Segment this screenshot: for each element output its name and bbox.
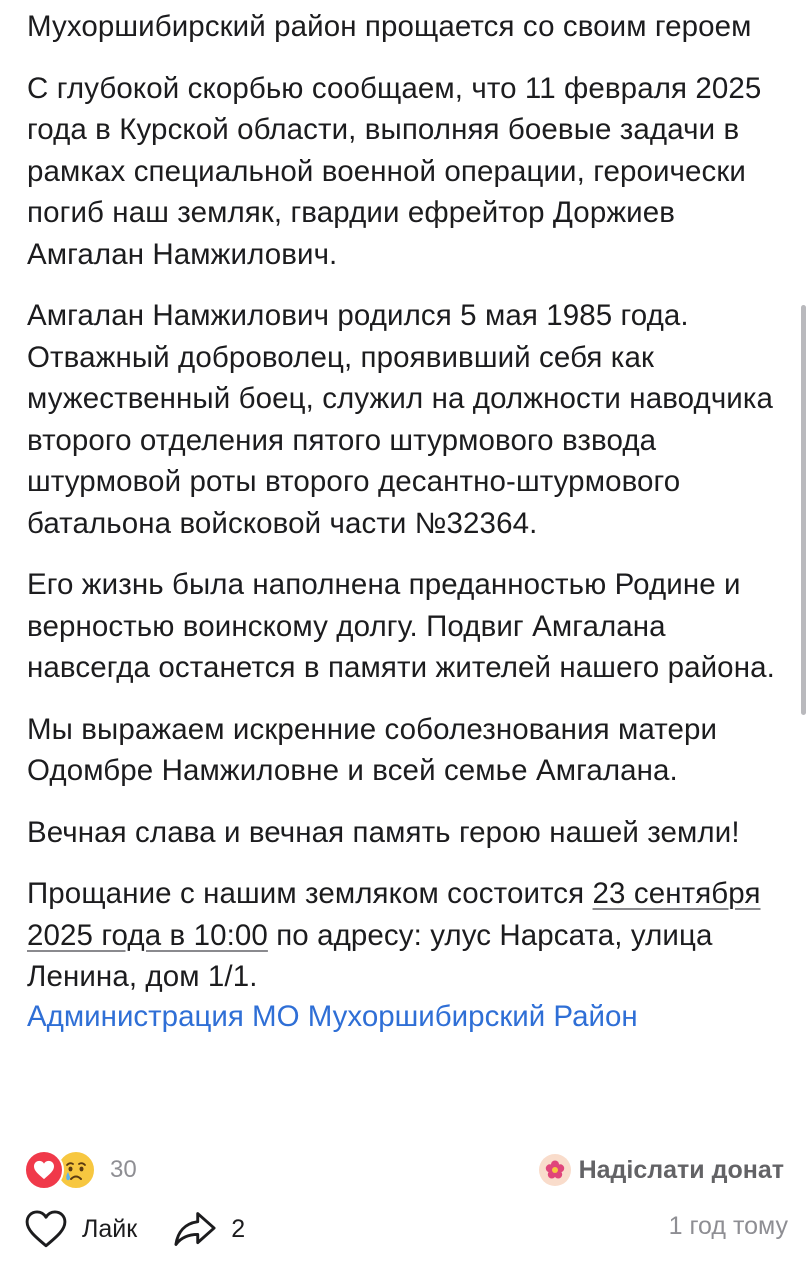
farewell-text-before: Прощание с нашим земляком состоится xyxy=(27,877,593,910)
author-link[interactable]: Администрация МО Мухоршибирский Район xyxy=(27,999,638,1033)
donate-button[interactable] xyxy=(539,1150,784,1190)
flower-icon xyxy=(539,1154,571,1186)
share-arrow-icon xyxy=(173,1209,217,1249)
farewell-date-link[interactable]: 23 сентября 2025 года в 10:00 xyxy=(27,877,761,952)
post-timestamp: 1 год тому xyxy=(668,1212,788,1240)
heart-outline-icon xyxy=(24,1209,68,1249)
post-farewell-paragraph xyxy=(27,873,787,998)
scrollbar[interactable] xyxy=(801,305,806,715)
post-paragraph-4: Мы выражаем искренние соболезнования матери Одомбре Намжиловне и всей семье Амгалана. xyxy=(27,712,718,787)
reactions-count: 30 xyxy=(110,1156,137,1183)
post-actions xyxy=(24,1206,281,1252)
post-paragraph-1: С глубокой скорбью сообщаем, что 11 февраля 2025 года в Курской области, выполняя боевые задачи в рамках специальной военной операции, героически погиб наш земляк, гвардии ефрейтор Доржиев Амгалан Намжилович. xyxy=(27,71,762,271)
share-count: 2 xyxy=(231,1214,246,1243)
post-paragraph-5: Вечная слава и вечная память герою нашей земли! xyxy=(27,815,740,849)
post-paragraph-3: Его жизнь была наполнена преданностью Родине и верностью воинскому долгу. Подвиг Амгалана навсегда останется в памяти жителей нашего района. xyxy=(27,568,775,684)
reactions-summary[interactable] xyxy=(24,1148,137,1192)
farewell-text-after: по адресу: улус Нарсата, улица Ленина, дом 1/1. xyxy=(27,918,713,993)
post-body xyxy=(27,6,787,1037)
like-label: Лайк xyxy=(82,1214,138,1243)
donate-label: Надіслати донат xyxy=(578,1155,784,1184)
post-paragraph-2: Амгалан Намжилович родился 5 мая 1985 года. Отважный доброволец, проявивший себя как мужественный боец, служил на должности наводчика второго отделения пятого штурмового взвода штурмовой роты второго десантно-штурмового батальона войсковой части №32364. xyxy=(27,299,774,540)
post-title: Мухоршибирский район прощается со своим героем xyxy=(27,10,752,43)
heart-icon xyxy=(24,1150,64,1190)
like-button[interactable] xyxy=(24,1209,137,1249)
share-button[interactable] xyxy=(173,1209,245,1249)
